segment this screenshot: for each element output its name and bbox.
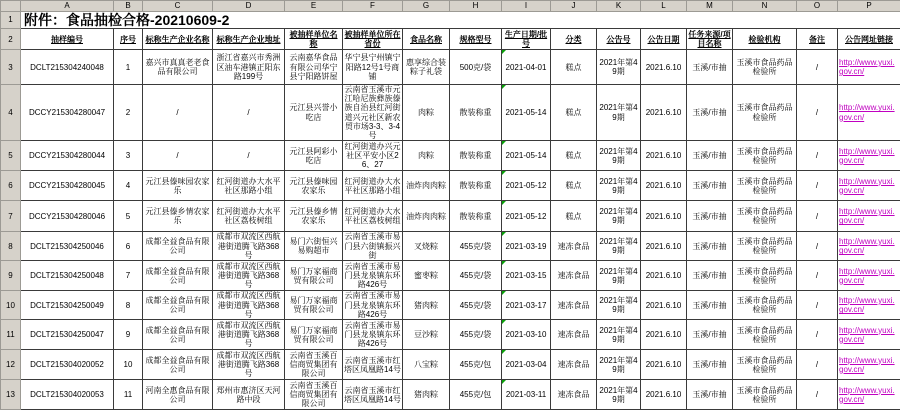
field-header-L[interactable]: 公告日期	[641, 29, 687, 50]
row-header-2[interactable]: 2	[1, 29, 21, 50]
cell-L13[interactable]: 2021.6.10	[641, 380, 687, 410]
error-indicator-icon	[502, 201, 506, 205]
cell-N5[interactable]: 玉溪市食品药品检验所	[733, 141, 797, 171]
cell-J10[interactable]: 速冻食品	[551, 291, 597, 320]
cell-I12[interactable]: 2021-03-04	[502, 350, 551, 380]
cell-C11[interactable]: 成都全益食品有限公司	[143, 320, 213, 350]
cell-B11[interactable]: 9	[114, 320, 143, 350]
column-header-C[interactable]: C	[143, 1, 213, 12]
cell-I10[interactable]: 2021-03-17	[502, 291, 551, 320]
cell-D13[interactable]: 郑州市惠济区天河路中段	[213, 380, 285, 410]
cell-L6[interactable]: 2021.6.10	[641, 171, 687, 201]
cell-A10[interactable]: DCLT215304250049	[21, 291, 114, 320]
cell-O13[interactable]: /	[797, 380, 838, 410]
cell-E7[interactable]: 元江县傣乡情农家乐	[285, 201, 343, 232]
cell-B7[interactable]: 5	[114, 201, 143, 232]
cell-M5[interactable]: 玉溪/市抽	[687, 141, 733, 171]
cell-L10[interactable]: 2021.6.10	[641, 291, 687, 320]
cell-M9[interactable]: 玉溪/市抽	[687, 261, 733, 291]
row-header-12[interactable]: 12	[1, 350, 21, 380]
column-header-J[interactable]: J	[551, 1, 597, 12]
cell-C4[interactable]: /	[143, 85, 213, 141]
cell-G4[interactable]: 肉粽	[403, 85, 450, 141]
table-row-3	[1, 50, 900, 85]
cell-G12[interactable]: 八宝粽	[403, 350, 450, 380]
cell-K4[interactable]: 2021年第49期	[597, 85, 641, 141]
announcement-link[interactable]: http://www.yuxi.gov.cn/	[839, 386, 899, 404]
cell-E13[interactable]: 云南省玉溪百信商贸集团有限公司	[285, 380, 343, 410]
row-header-5[interactable]: 5	[1, 141, 21, 171]
cell-O6[interactable]: /	[797, 171, 838, 201]
table-row-12	[1, 350, 900, 380]
field-header-D[interactable]: 标称生产企业地址	[213, 29, 285, 50]
cell-P5[interactable]	[838, 141, 900, 171]
column-header-E[interactable]: E	[285, 1, 343, 12]
cell-A7[interactable]: DCCY215304280046	[21, 201, 114, 232]
cell-J7[interactable]: 糕点	[551, 201, 597, 232]
cell-B5[interactable]: 3	[114, 141, 143, 171]
cell-C7[interactable]: 元江县傣乡情农家乐	[143, 201, 213, 232]
cell-E9[interactable]: 易门万家福商贸有限公司	[285, 261, 343, 291]
cell-C8[interactable]: 成都全益食品有限公司	[143, 232, 213, 261]
cell-F13[interactable]: 云南省玉溪市红塔区凤凰路14号	[343, 380, 403, 410]
table-row-11	[1, 320, 900, 350]
field-header-E[interactable]: 被抽样单位名称	[285, 29, 343, 50]
cell-E12[interactable]: 云南省玉溪百信商贸集团有限公司	[285, 350, 343, 380]
cell-M6[interactable]: 玉溪/市抽	[687, 171, 733, 201]
cell-M8[interactable]: 玉溪/市抽	[687, 232, 733, 261]
cell-B13[interactable]: 11	[114, 380, 143, 410]
field-header-K[interactable]: 公告号	[597, 29, 641, 50]
row-header-4[interactable]: 4	[1, 85, 21, 141]
row-header-11[interactable]: 11	[1, 320, 21, 350]
cell-M3[interactable]: 玉溪/市抽	[687, 50, 733, 85]
table-row-9	[1, 261, 900, 291]
cell-O9[interactable]: /	[797, 261, 838, 291]
cell-L3[interactable]: 2021.6.10	[641, 50, 687, 85]
cell-J12[interactable]: 速冻食品	[551, 350, 597, 380]
column-header-L[interactable]: L	[641, 1, 687, 12]
cell-G3[interactable]: 惠享综合装粽子礼袋	[403, 50, 450, 85]
cell-D3[interactable]: 浙江省嘉兴市秀洲区油车港镇正阳东路199号	[213, 50, 285, 85]
cell-G7[interactable]: 油炸肉肉粽	[403, 201, 450, 232]
field-header-I[interactable]: 生产日期/批号	[502, 29, 551, 50]
cell-E6[interactable]: 元江县傣味园农家乐	[285, 171, 343, 201]
error-indicator-icon	[502, 50, 506, 54]
cell-O3[interactable]: /	[797, 50, 838, 85]
table-row-10	[1, 291, 900, 320]
cell-H10[interactable]: 455克/袋	[450, 291, 502, 320]
cell-G6[interactable]: 油炸肉肉粽	[403, 171, 450, 201]
announcement-link[interactable]: http://www.yuxi.gov.cn/	[839, 326, 899, 344]
row-header-7[interactable]: 7	[1, 201, 21, 232]
cell-B12[interactable]: 10	[114, 350, 143, 380]
cell-I6[interactable]: 2021-05-12	[502, 171, 551, 201]
cell-C5[interactable]: /	[143, 141, 213, 171]
column-header-G[interactable]: G	[403, 1, 450, 12]
field-header-C[interactable]: 标称生产企业名称	[143, 29, 213, 50]
cell-D7[interactable]: 红河街道办大水平社区荔枝树组	[213, 201, 285, 232]
cell-M4[interactable]: 玉溪/市抽	[687, 85, 733, 141]
cell-A9[interactable]: DCLT215304250048	[21, 261, 114, 291]
cell-J13[interactable]: 速冻食品	[551, 380, 597, 410]
cell-K6[interactable]: 2021年第49期	[597, 171, 641, 201]
announcement-link[interactable]: http://www.yuxi.gov.cn/	[839, 177, 899, 195]
row-header-1[interactable]: 1	[1, 12, 21, 29]
cell-H6[interactable]: 散装称重	[450, 171, 502, 201]
cell-M7[interactable]: 玉溪/市抽	[687, 201, 733, 232]
error-indicator-icon	[502, 350, 506, 354]
column-header-A[interactable]: A	[21, 1, 114, 12]
cell-O10[interactable]: /	[797, 291, 838, 320]
cell-H11[interactable]: 455克/袋	[450, 320, 502, 350]
announcement-link[interactable]: http://www.yuxi.gov.cn/	[839, 237, 899, 255]
announcement-link[interactable]: http://www.yuxi.gov.cn/	[839, 58, 899, 76]
cell-A13[interactable]: DCLT215304020053	[21, 380, 114, 410]
cell-D9[interactable]: 成都市双流区西航港街道腾飞路368号	[213, 261, 285, 291]
field-header-B[interactable]: 序号	[114, 29, 143, 50]
cell-M12[interactable]: 玉溪/市抽	[687, 350, 733, 380]
cell-B9[interactable]: 7	[114, 261, 143, 291]
row-header-8[interactable]: 8	[1, 232, 21, 261]
cell-L12[interactable]: 2021.6.10	[641, 350, 687, 380]
error-indicator-icon	[502, 320, 506, 324]
column-header-K[interactable]: K	[597, 1, 641, 12]
row-header-13[interactable]: 13	[1, 380, 21, 410]
cell-M11[interactable]: 玉溪/市抽	[687, 320, 733, 350]
cell-K8[interactable]: 2021年第49期	[597, 232, 641, 261]
table-row-4	[1, 85, 900, 141]
cell-C9[interactable]: 成都全益食品有限公司	[143, 261, 213, 291]
field-header-A[interactable]: 抽样编号	[21, 29, 114, 50]
cell-I11[interactable]: 2021-03-10	[502, 320, 551, 350]
cell-O4[interactable]: /	[797, 85, 838, 141]
column-header-I[interactable]: I	[502, 1, 551, 12]
cell-L5[interactable]: 2021.6.10	[641, 141, 687, 171]
error-indicator-icon	[502, 261, 506, 265]
cell-H3[interactable]: 500克/袋	[450, 50, 502, 85]
column-header-H[interactable]: H	[450, 1, 502, 12]
field-header-N[interactable]: 检验机构	[733, 29, 797, 50]
cell-F6[interactable]: 红河街道办大水平社区那路小组	[343, 171, 403, 201]
cell-F11[interactable]: 云南省玉溪市易门县龙泉镇东环路426号	[343, 320, 403, 350]
cell-H5[interactable]: 散装称重	[450, 141, 502, 171]
cell-B10[interactable]: 8	[114, 291, 143, 320]
cell-N12[interactable]: 玉溪市食品药品检验所	[733, 350, 797, 380]
cell-G9[interactable]: 蜜枣粽	[403, 261, 450, 291]
cell-N11[interactable]: 玉溪市食品药品检验所	[733, 320, 797, 350]
row-header-10[interactable]: 10	[1, 291, 21, 320]
announcement-link[interactable]: http://www.yuxi.gov.cn/	[839, 296, 899, 314]
cell-N9[interactable]: 玉溪市食品药品检验所	[733, 261, 797, 291]
table-row-5	[1, 141, 900, 171]
table-row-13	[1, 380, 900, 410]
cell-O12[interactable]: /	[797, 350, 838, 380]
cell-N6[interactable]: 玉溪市食品药品检验所	[733, 171, 797, 201]
cell-L9[interactable]: 2021.6.10	[641, 261, 687, 291]
cell-N13[interactable]: 玉溪市食品药品检验所	[733, 380, 797, 410]
field-header-O[interactable]: 备注	[797, 29, 838, 50]
sheet-title[interactable]: 附件：食品抽检合格-20210609-2	[21, 12, 900, 29]
cell-P8[interactable]	[838, 232, 900, 261]
cell-L7[interactable]: 2021.6.10	[641, 201, 687, 232]
cell-A3[interactable]: DCLT215304240048	[21, 50, 114, 85]
cell-E8[interactable]: 易门六街恒兴易购超市	[285, 232, 343, 261]
cell-L8[interactable]: 2021.6.10	[641, 232, 687, 261]
cell-K13[interactable]: 2021年第49期	[597, 380, 641, 410]
cell-B8[interactable]: 6	[114, 232, 143, 261]
cell-D8[interactable]: 成都市双流区西航港街道腾飞路368号	[213, 232, 285, 261]
column-header-M[interactable]: M	[687, 1, 733, 12]
cell-E3[interactable]: 云南嘉华食品有限公司华宁县宁阳路饼屋	[285, 50, 343, 85]
table-row-8	[1, 232, 900, 261]
field-header-F[interactable]: 被抽样单位所在省份	[343, 29, 403, 50]
cell-B6[interactable]: 4	[114, 171, 143, 201]
cell-C13[interactable]: 河南全惠食品有限公司	[143, 380, 213, 410]
cell-B4[interactable]: 2	[114, 85, 143, 141]
cell-O7[interactable]: /	[797, 201, 838, 232]
cell-H12[interactable]: 455克/包	[450, 350, 502, 380]
cell-G10[interactable]: 猪肉粽	[403, 291, 450, 320]
cell-F8[interactable]: 云南省玉溪市易门县六街镇振兴街	[343, 232, 403, 261]
cell-M10[interactable]: 玉溪/市抽	[687, 291, 733, 320]
cell-J5[interactable]: 糕点	[551, 141, 597, 171]
cell-J9[interactable]: 速冻食品	[551, 261, 597, 291]
cell-H9[interactable]: 455克/袋	[450, 261, 502, 291]
cell-K9[interactable]: 2021年第49期	[597, 261, 641, 291]
cell-A6[interactable]: DCCY215304280045	[21, 171, 114, 201]
cell-F10[interactable]: 云南省玉溪市易门县龙泉镇东环路426号	[343, 291, 403, 320]
field-header-G[interactable]: 食品名称	[403, 29, 450, 50]
cell-E5[interactable]: 元江县阿彩小吃店	[285, 141, 343, 171]
cell-N3[interactable]: 玉溪市食品药品检验所	[733, 50, 797, 85]
column-header-N[interactable]: N	[733, 1, 797, 12]
cell-A11[interactable]: DCLT215304250047	[21, 320, 114, 350]
cell-I5[interactable]: 2021-05-14	[502, 141, 551, 171]
error-indicator-icon	[502, 141, 506, 145]
cell-D4[interactable]: /	[213, 85, 285, 141]
cell-A12[interactable]: DCLT215304020052	[21, 350, 114, 380]
cell-D10[interactable]: 成都市双流区西航港街道腾飞路368号	[213, 291, 285, 320]
cell-D12[interactable]: 成都市双流区西航港街道腾飞路368号	[213, 350, 285, 380]
column-header-O[interactable]: O	[797, 1, 838, 12]
cell-G11[interactable]: 豆沙粽	[403, 320, 450, 350]
cell-P13[interactable]	[838, 380, 900, 410]
cell-P3[interactable]	[838, 50, 900, 85]
table-row-6	[1, 171, 900, 201]
cell-A8[interactable]: DCLT215304250046	[21, 232, 114, 261]
cell-H13[interactable]: 455克/包	[450, 380, 502, 410]
cell-N7[interactable]: 玉溪市食品药品检验所	[733, 201, 797, 232]
cell-I7[interactable]: 2021-05-12	[502, 201, 551, 232]
cell-K5[interactable]: 2021年第49期	[597, 141, 641, 171]
cell-D11[interactable]: 成都市双流区西航港街道腾飞路368号	[213, 320, 285, 350]
cell-I8[interactable]: 2021-03-19	[502, 232, 551, 261]
cell-F9[interactable]: 云南省玉溪市易门县龙泉镇东环路426号	[343, 261, 403, 291]
cell-P9[interactable]	[838, 261, 900, 291]
field-header-P[interactable]: 公告网址链接	[838, 29, 900, 50]
cell-H8[interactable]: 455克/袋	[450, 232, 502, 261]
cell-K10[interactable]: 2021年第49期	[597, 291, 641, 320]
cell-L4[interactable]: 2021.6.10	[641, 85, 687, 141]
announcement-link[interactable]: http://www.yuxi.gov.cn/	[839, 356, 899, 374]
row-header-6[interactable]: 6	[1, 171, 21, 201]
cell-C12[interactable]: 成都全益食品有限公司	[143, 350, 213, 380]
cell-O8[interactable]: /	[797, 232, 838, 261]
cell-D5[interactable]: /	[213, 141, 285, 171]
cell-C3[interactable]: 嘉兴市真真老老食品有限公司	[143, 50, 213, 85]
error-indicator-icon	[502, 291, 506, 295]
cell-F12[interactable]: 云南省玉溪市红塔区凤凰路14号	[343, 350, 403, 380]
cell-I4[interactable]: 2021-05-14	[502, 85, 551, 141]
cell-H4[interactable]: 散装称重	[450, 85, 502, 141]
cell-J8[interactable]: 速冻食品	[551, 232, 597, 261]
cell-O5[interactable]: /	[797, 141, 838, 171]
column-header-D[interactable]: D	[213, 1, 285, 12]
cell-F3[interactable]: 华宁县宁州镇宁阳路12号1号商铺	[343, 50, 403, 85]
cell-P12[interactable]	[838, 350, 900, 380]
cell-E11[interactable]: 易门万家福商贸有限公司	[285, 320, 343, 350]
cell-K7[interactable]: 2021年第49期	[597, 201, 641, 232]
cell-C10[interactable]: 成都全益食品有限公司	[143, 291, 213, 320]
cell-P11[interactable]	[838, 320, 900, 350]
row-header-9[interactable]: 9	[1, 261, 21, 291]
table-row-7	[1, 201, 900, 232]
field-header-M[interactable]: 任务来源/项目名称	[687, 29, 733, 50]
error-indicator-icon	[502, 232, 506, 236]
cell-B3[interactable]: 1	[114, 50, 143, 85]
column-header-B[interactable]: B	[114, 1, 143, 12]
cell-P6[interactable]	[838, 171, 900, 201]
cell-F7[interactable]: 红河街道办大水平社区荔枝树组	[343, 201, 403, 232]
announcement-link[interactable]: http://www.yuxi.gov.cn/	[839, 207, 899, 225]
cell-K12[interactable]: 2021年第49期	[597, 350, 641, 380]
select-all-corner[interactable]	[1, 1, 21, 12]
cell-I9[interactable]: 2021-03-15	[502, 261, 551, 291]
cell-N8[interactable]: 玉溪市食品药品检验所	[733, 232, 797, 261]
cell-N4[interactable]: 玉溪市食品药品检验所	[733, 85, 797, 141]
error-indicator-icon	[502, 171, 506, 175]
cell-J3[interactable]: 糕点	[551, 50, 597, 85]
cell-L11[interactable]: 2021.6.10	[641, 320, 687, 350]
cell-M13[interactable]: 玉溪/市抽	[687, 380, 733, 410]
cell-I3[interactable]: 2021-04-01	[502, 50, 551, 85]
cell-O11[interactable]: /	[797, 320, 838, 350]
announcement-link[interactable]: http://www.yuxi.gov.cn/	[839, 147, 899, 165]
column-header-P[interactable]: P	[838, 1, 900, 12]
announcement-link[interactable]: http://www.yuxi.gov.cn/	[839, 103, 899, 121]
cell-D6[interactable]: 红河街道办大水平社区那路小组	[213, 171, 285, 201]
cell-G8[interactable]: 叉烧粽	[403, 232, 450, 261]
cell-N10[interactable]: 玉溪市食品药品检验所	[733, 291, 797, 320]
cell-F5[interactable]: 红河街道办兴元社区平安小区26、27	[343, 141, 403, 171]
cell-E10[interactable]: 易门万家福商贸有限公司	[285, 291, 343, 320]
error-indicator-icon	[502, 85, 506, 89]
cell-P7[interactable]	[838, 201, 900, 232]
cell-K3[interactable]: 2021年第49期	[597, 50, 641, 85]
cell-J11[interactable]: 速冻食品	[551, 320, 597, 350]
cell-J6[interactable]: 糕点	[551, 171, 597, 201]
cell-H7[interactable]: 散装称重	[450, 201, 502, 232]
announcement-link[interactable]: http://www.yuxi.gov.cn/	[839, 267, 899, 285]
cell-A5[interactable]: DCCY215304280044	[21, 141, 114, 171]
cell-G5[interactable]: 肉粽	[403, 141, 450, 171]
cell-I13[interactable]: 2021-03-11	[502, 380, 551, 410]
cell-P10[interactable]	[838, 291, 900, 320]
row-header-3[interactable]: 3	[1, 50, 21, 85]
cell-A4[interactable]: DCCY215304280047	[21, 85, 114, 141]
cell-F4[interactable]: 云南省玉溪市元江哈尼族彝族傣族自治县红河街道兴元社区新农贸市场3-3、3-4号	[343, 85, 403, 141]
cell-C6[interactable]: 元江县傣味园农家乐	[143, 171, 213, 201]
cell-J4[interactable]: 糕点	[551, 85, 597, 141]
field-header-J[interactable]: 分类	[551, 29, 597, 50]
field-header-H[interactable]: 规格型号	[450, 29, 502, 50]
error-indicator-icon	[502, 380, 506, 384]
column-header-F[interactable]: F	[343, 1, 403, 12]
cell-G13[interactable]: 猪肉粽	[403, 380, 450, 410]
cell-K11[interactable]: 2021年第49期	[597, 320, 641, 350]
cell-P4[interactable]	[838, 85, 900, 141]
cell-E4[interactable]: 元江县兴誉小吃店	[285, 85, 343, 141]
